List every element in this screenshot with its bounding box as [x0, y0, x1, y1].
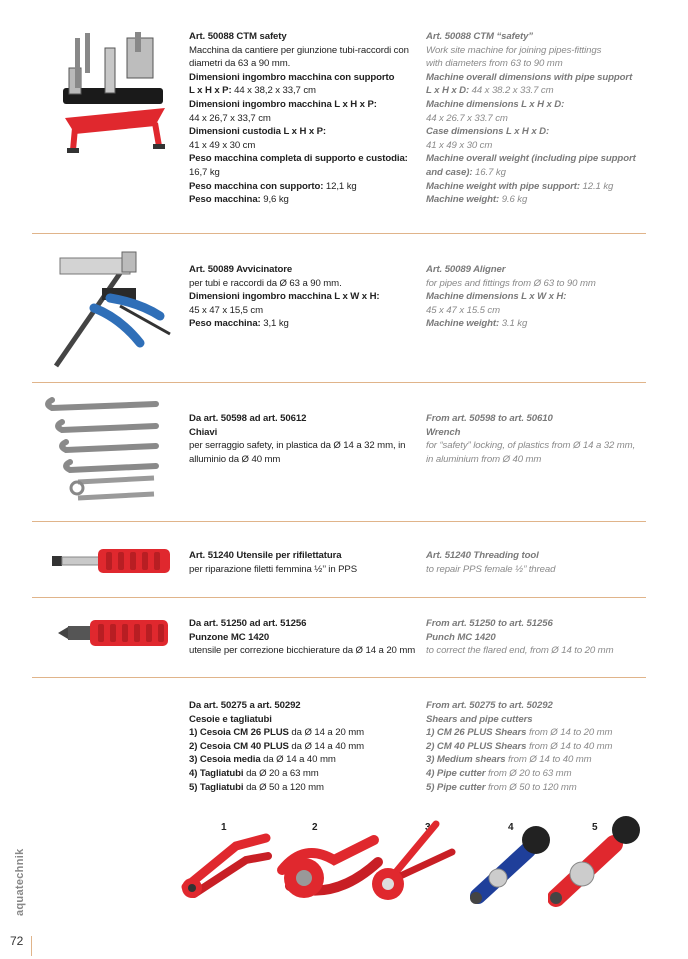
- text-line-regular: in aluminium from Ø 40 mm: [426, 453, 542, 465]
- text-line: [189, 71, 419, 85]
- pipe-cutter-large-image: [548, 812, 648, 908]
- text-line-bold: Machine dimensions L x W x H:: [426, 291, 567, 303]
- text-line: [426, 44, 651, 58]
- text-line-bold: Chiavi: [189, 426, 218, 438]
- text-line-regular: da Ø 50 a 120 mm: [243, 781, 324, 793]
- text-line-bold: Cesoie e tagliatubi: [189, 713, 272, 725]
- text-line: [426, 726, 651, 740]
- page-number-bar: [31, 936, 32, 956]
- text-line-regular: 16,7 kg: [189, 166, 220, 178]
- product-6-text-en: [426, 699, 651, 794]
- text-line-bold: Peso macchina:: [189, 318, 261, 330]
- text-line: [426, 139, 651, 153]
- text-line-regular: for “safety” locking, of plastics from Ø 14 a 32 mm,: [426, 440, 636, 452]
- text-line: [189, 781, 419, 795]
- text-line: [426, 84, 651, 98]
- text-line-bold: From art. 50598 to art. 50610: [426, 413, 553, 424]
- text-line: [189, 30, 419, 44]
- text-line: [189, 193, 419, 207]
- text-line-bold: 2) CM 40 PLUS Shears: [426, 740, 527, 752]
- text-line: [189, 57, 419, 71]
- text-line-bold: Da art. 51250 ad art. 51256: [189, 618, 307, 629]
- text-line-regular: da Ø 14 a 40 mm: [260, 754, 336, 766]
- text-line-bold: 3) Cesoia media: [189, 754, 261, 766]
- product-4-text-en: [426, 549, 651, 576]
- tool-number-3: 3: [425, 822, 431, 833]
- text-line-regular: to correct the flared end, from Ø 14 to 20 mm: [426, 645, 614, 657]
- text-line: [189, 263, 419, 277]
- text-line-regular: 3.1 kg: [499, 318, 528, 330]
- text-line-bold: Peso macchina:: [189, 194, 261, 206]
- text-line-bold: 3) Medium shears: [426, 754, 506, 766]
- product-4-text-it: [189, 549, 419, 576]
- text-line: [426, 71, 651, 85]
- text-line: [426, 781, 651, 795]
- text-line: [426, 98, 651, 112]
- aligner-image: [50, 248, 175, 370]
- text-line-regular: diametri da 63 a 90 mm.: [189, 58, 291, 70]
- text-line-regular: from Ø 14 to 40 mm: [505, 754, 592, 766]
- text-line-bold: Machine weight:: [426, 318, 500, 330]
- text-line-regular: from Ø 50 to 120 mm: [485, 781, 577, 793]
- text-line: [426, 112, 651, 126]
- text-line-bold: 5) Pipe cutter: [426, 781, 486, 793]
- text-line: [189, 317, 419, 331]
- text-line-bold: Art. 50089 Aligner: [426, 264, 506, 275]
- text-line: [189, 631, 419, 645]
- page-number: 72: [10, 934, 24, 948]
- text-line: [189, 713, 419, 727]
- text-line: [426, 263, 651, 277]
- text-line-bold: Dimensioni custodia L x H x P:: [189, 126, 327, 138]
- text-line-regular: to repair PPS female ½’’ thread: [426, 563, 556, 575]
- text-line: [426, 57, 651, 71]
- text-line-regular: da Ø 14 a 20 mm: [288, 727, 365, 739]
- text-line-bold: Art. 50088 CTM safety: [189, 31, 287, 42]
- divider: [32, 521, 646, 522]
- brand-label: aquatechnik: [14, 848, 26, 916]
- text-line: [189, 180, 419, 194]
- text-line: [426, 740, 651, 754]
- product-5-text-en: [426, 617, 651, 658]
- text-line: [426, 30, 651, 44]
- text-line-bold: Shears and pipe cutters: [426, 713, 533, 725]
- text-line-regular: per serraggio safety, in plastica da Ø 14 a 32 mm, in: [189, 440, 406, 452]
- text-line-bold: Dimensioni ingombro macchina con supporto: [189, 71, 395, 83]
- text-line-bold: 4) Tagliatubi: [189, 767, 244, 779]
- text-line: [426, 166, 651, 180]
- text-line: [426, 767, 651, 781]
- text-line: [426, 180, 651, 194]
- text-line-bold: Art. 51240 Utensile per rifilettatura: [189, 550, 342, 561]
- text-line-bold: Machine dimensions L x H x D:: [426, 98, 565, 110]
- text-line-bold: L x H x D:: [426, 85, 470, 97]
- text-line-regular: Work site machine for joining pipes-fittings: [426, 44, 602, 56]
- cm26-shears-image: [176, 832, 272, 902]
- text-line-regular: 41 x 49 x 30 cm: [189, 139, 256, 151]
- wrench-set-image: [44, 392, 166, 514]
- divider: [32, 382, 646, 383]
- text-line-regular: 9.6 kg: [499, 194, 528, 206]
- product-6-text-it: [189, 699, 419, 794]
- product-3-text-en: [426, 412, 651, 466]
- text-line: [426, 426, 651, 440]
- text-line-bold: Art. 50088 CTM “safety”: [426, 31, 534, 42]
- text-line: [426, 317, 651, 331]
- text-line-bold: Da art. 50598 ad art. 50612: [189, 413, 307, 424]
- text-line-bold: Peso macchina completa di supporto e custodia:: [189, 153, 408, 165]
- text-line: [189, 166, 419, 180]
- divider: [32, 233, 646, 234]
- text-line: [189, 563, 419, 577]
- text-line: [189, 290, 419, 304]
- text-line-regular: 45 x 47 x 15,5 cm: [189, 304, 264, 316]
- text-line: [189, 304, 419, 318]
- text-line-bold: 1) CM 26 PLUS Shears: [426, 727, 527, 739]
- text-line: [426, 631, 651, 645]
- text-line-bold: 4) Pipe cutter: [426, 767, 486, 779]
- text-line-bold: Machine weight:: [426, 194, 500, 206]
- text-line-bold: Wrench: [426, 426, 461, 438]
- text-line: [426, 304, 651, 318]
- text-line-regular: 12,1 kg: [323, 180, 357, 192]
- text-line: [189, 112, 419, 126]
- text-line: [189, 549, 419, 563]
- text-line: [189, 98, 419, 112]
- text-line-bold: Punzone MC 1420: [189, 631, 270, 643]
- text-line: [189, 617, 419, 631]
- text-line: [426, 617, 651, 631]
- text-line-bold: Da art. 50275 a art. 50292: [189, 700, 301, 711]
- text-line-bold: Peso macchina con supporto:: [189, 180, 324, 192]
- text-line-bold: Punch MC 1420: [426, 631, 496, 643]
- text-line: [189, 726, 419, 740]
- text-line: [189, 426, 419, 440]
- text-line-regular: utensile per correzione bicchierature da Ø 14 a 20 mm: [189, 645, 416, 657]
- text-line-regular: 44 x 26,7 x 33,7 cm: [189, 112, 271, 124]
- text-line-bold: 2) Cesoia CM 40 PLUS: [189, 740, 289, 752]
- ctm-safety-machine-image: [55, 28, 175, 158]
- tool-number-1: 1: [221, 822, 227, 833]
- text-line: [426, 549, 651, 563]
- text-line: [426, 753, 651, 767]
- text-line: [189, 753, 419, 767]
- text-line-bold: Art. 51240 Threading tool: [426, 550, 539, 561]
- punch-image: [58, 617, 170, 649]
- text-line: [426, 125, 651, 139]
- tool-number-5: 5: [592, 822, 598, 833]
- text-line-regular: per riparazione filetti femmina ½’’ in PPS: [189, 563, 358, 575]
- text-line-regular: 16.7 kg: [472, 166, 506, 178]
- product-1-text-en: [426, 30, 651, 207]
- text-line-bold: From art. 51250 to art. 51256: [426, 618, 553, 629]
- text-line: [189, 453, 419, 467]
- text-line-regular: 3,1 kg: [260, 318, 289, 330]
- text-line: [189, 439, 419, 453]
- text-line-bold: Machine overall weight (including pipe support: [426, 153, 636, 165]
- text-line-regular: 45 x 47 x 15.5 cm: [426, 304, 501, 316]
- text-line-bold: and case):: [426, 166, 473, 178]
- product-3-text-it: [189, 412, 419, 466]
- text-line-regular: alluminio da Ø 40 mm: [189, 453, 281, 465]
- text-line: [189, 44, 419, 58]
- text-line-bold: Art. 50089 Avvicinatore: [189, 264, 293, 275]
- divider: [32, 597, 646, 598]
- product-1-text-it: [189, 30, 419, 207]
- text-line-bold: L x H x P:: [189, 85, 232, 97]
- text-line: [189, 644, 419, 658]
- product-2-text-it: [189, 263, 419, 331]
- text-line: [189, 84, 419, 98]
- text-line: [189, 125, 419, 139]
- product-5-text-it: [189, 617, 419, 658]
- pipe-cutter-small-image: [468, 820, 558, 906]
- text-line: [189, 152, 419, 166]
- text-line-regular: 41 x 49 x 30 cm: [426, 139, 493, 151]
- text-line-regular: for pipes and fittings from Ø 63 to 90 mm: [426, 277, 596, 289]
- text-line-regular: 44 x 38.2 x 33.7 cm: [469, 85, 554, 97]
- text-line: [426, 699, 651, 713]
- divider: [32, 677, 646, 678]
- text-line: [426, 277, 651, 291]
- text-line: [426, 713, 651, 727]
- tool-number-4: 4: [508, 822, 514, 833]
- text-line-regular: Macchina da cantiere per giunzione tubi-raccordi con: [189, 44, 409, 56]
- text-line-regular: from Ø 20 to 63 mm: [485, 767, 572, 779]
- text-line: [426, 290, 651, 304]
- text-line: [189, 412, 419, 426]
- text-line-bold: 1) Cesoia CM 26 PLUS: [189, 727, 289, 739]
- text-line: [426, 439, 651, 453]
- text-line-regular: with diameters from 63 to 90 mm: [426, 58, 563, 70]
- text-line-regular: from Ø 14 to 20 mm: [526, 727, 613, 739]
- text-line-bold: Machine weight with pipe support:: [426, 180, 580, 192]
- text-line-bold: Dimensioni ingombro macchina L x H x P:: [189, 98, 377, 110]
- text-line-bold: 5) Tagliatubi: [189, 781, 244, 793]
- text-line: [426, 412, 651, 426]
- text-line: [189, 277, 419, 291]
- text-line-regular: da Ø 20 a 63 mm: [243, 767, 319, 779]
- text-line: [426, 563, 651, 577]
- text-line: [426, 193, 651, 207]
- text-line: [426, 152, 651, 166]
- text-line-regular: 12.1 kg: [579, 180, 614, 192]
- medium-shears-image: [366, 812, 456, 908]
- text-line-regular: 44 x 38,2 x 33,7 cm: [231, 85, 316, 97]
- text-line: [189, 139, 419, 153]
- text-line-regular: per tubi e raccordi da Ø 63 a 90 mm.: [189, 277, 342, 289]
- text-line: [189, 767, 419, 781]
- product-2-text-en: [426, 263, 651, 331]
- text-line-regular: da Ø 14 a 40 mm: [288, 740, 365, 752]
- text-line-bold: Dimensioni ingombro macchina L x W x H:: [189, 291, 380, 303]
- threading-tool-image: [52, 546, 172, 576]
- text-line-regular: 9,6 kg: [260, 194, 289, 206]
- text-line: [189, 740, 419, 754]
- text-line-regular: 44 x 26.7 x 33.7 cm: [426, 112, 508, 124]
- text-line-bold: From art. 50275 to art. 50292: [426, 700, 553, 711]
- text-line-bold: Case dimensions L x H x D:: [426, 126, 550, 138]
- text-line: [426, 644, 651, 658]
- text-line: [189, 699, 419, 713]
- text-line-regular: from Ø 14 to 40 mm: [526, 740, 613, 752]
- tool-number-2: 2: [312, 822, 318, 833]
- text-line-bold: Machine overall dimensions with pipe support: [426, 71, 633, 83]
- text-line: [426, 453, 651, 467]
